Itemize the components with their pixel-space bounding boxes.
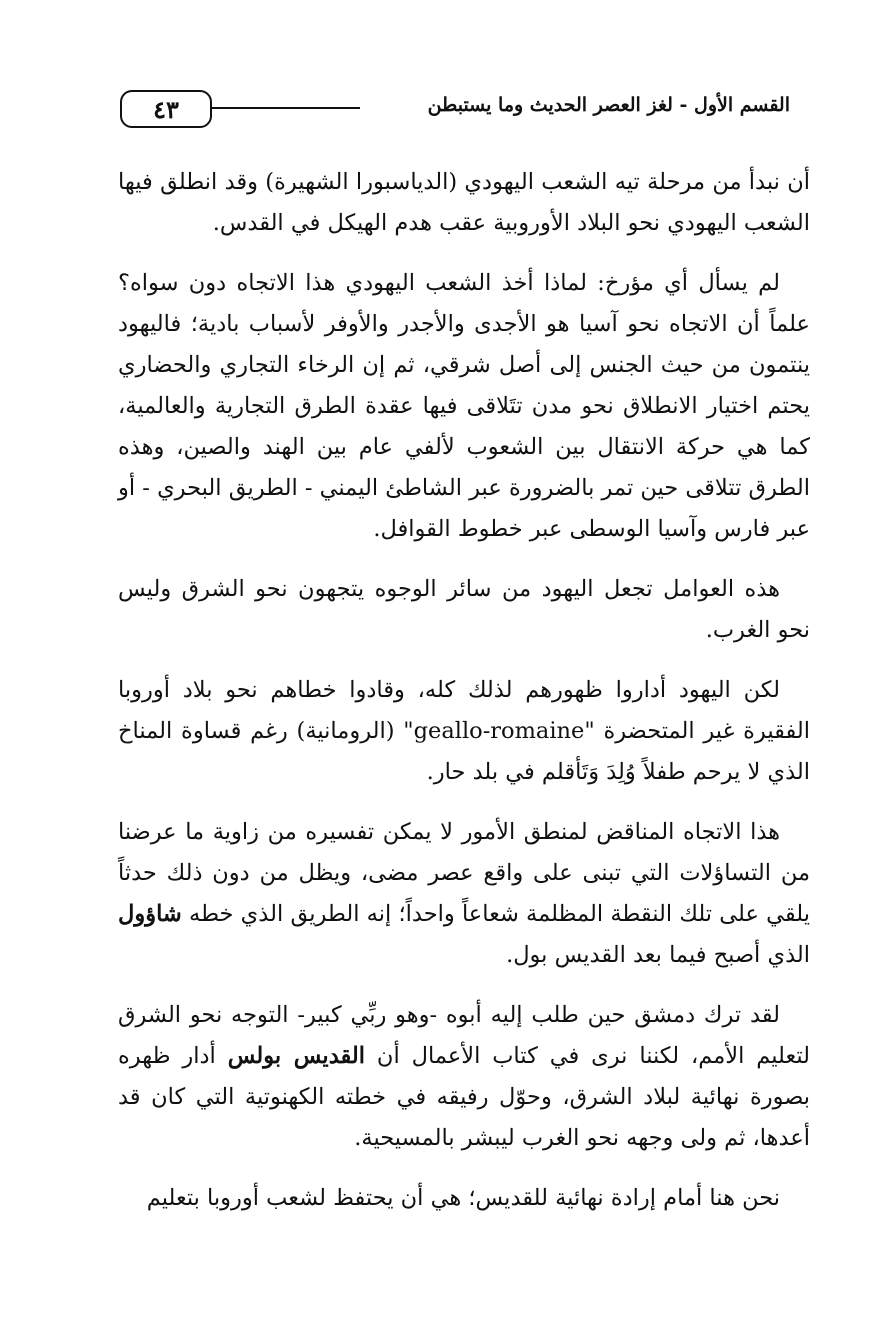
paragraph-text: " (الرومانية) رغم قساوة المناخ الذي لا يرحم طفلاً وُلِدَ وَتَأقلم في بلد حار.: [118, 718, 810, 785]
paragraph: [118, 812, 810, 976]
bold-name: شاؤول: [118, 901, 182, 927]
paragraph: أن نبدأ من مرحلة تيه الشعب اليهودي (الدياسبورا الشهيرة) وقد انطلق فيها الشعب اليهودي نحو البلاد الأوروبية عقب هدم الهيكل في القدس.: [118, 169, 810, 236]
page-number-box: [120, 90, 212, 128]
paragraph: [118, 995, 810, 1159]
paragraph-text: هذا الاتجاه المناقض لمنطق الأمور لا يمكن تفسيره من زاوية ما عرضنا من التساؤلات التي تبنى على واقع عصر مضى، ويظل من دون ذلك حدثاً يلقي على تلك النقطة المظلمة شعاعاً واحداً؛ إنه الطريق الذي خطه: [118, 819, 810, 927]
paragraph-text: لكن اليهود أداروا ظهورهم لذلك كله، وقادوا خطاهم نحو بلاد أوروبا الفقيرة غير المتحضرة ": [118, 677, 810, 744]
latin-term: geallo-romaine: [413, 718, 585, 744]
running-title: القسم الأول - لغز العصر الحديث وما يستبطن: [427, 94, 790, 116]
paragraph-text: أدار ظهره بصورة نهائية لبلاد الشرق، وحوّل رفيقه في خطته الكهنوتية التي كان قد أعدها، ثم ولى وجهه نحو الغرب ليبشر بالمسيحية.: [118, 1043, 810, 1151]
paragraph: نحن هنا أمام إرادة نهائية للقديس؛ هي أن يحتفظ لشعب أوروبا بتعليم: [146, 1185, 780, 1211]
body-text: [118, 162, 810, 1238]
page-number: ٤٣: [153, 94, 179, 124]
paragraph: هذه العوامل تجعل اليهود من سائر الوجوه يتجهون نحو الشرق وليس نحو الغرب.: [118, 576, 810, 643]
page-header: [120, 90, 790, 130]
paragraph-text: الذي أصبح فيما بعد القديس بول.: [506, 942, 810, 968]
paragraph: [118, 670, 810, 793]
bold-name: القديس بولس: [227, 1043, 365, 1069]
header-rule: [210, 107, 360, 109]
paragraph: لم يسأل أي مؤرخ: لماذا أخذ الشعب اليهودي هذا الاتجاه دون سواه؟ علماً أن الاتجاه نحو آسيا هو الأجدى والأجدر والأوفر لأسباب بادية؛ فاليهود ينتمون من حيث الجنس إلى أصل شرقي، ثم إن الرخاء التجاري والحضاري يحتم اختيار الانطلاق نحو مدن تتَلاقى فيها عقدة الطرق التجارية والعالمية، كما هي حركة الانتقال بين الشعوب لألفي عام بين الهند والصين، وهذه الطرق تتلاقى حين تمر بالضرورة عبر الشاطئ اليمني - الطريق البحري - أو عبر فارس وآسيا الوسطى عبر خطوط القوافل.: [118, 270, 810, 542]
paragraph-text: لقد ترك دمشق حين طلب إليه أبوه -وهو ربِّي كبير- التوجه نحو الشرق لتعليم الأمم، لكننا نرى في كتاب الأعمال أن: [118, 1002, 810, 1069]
